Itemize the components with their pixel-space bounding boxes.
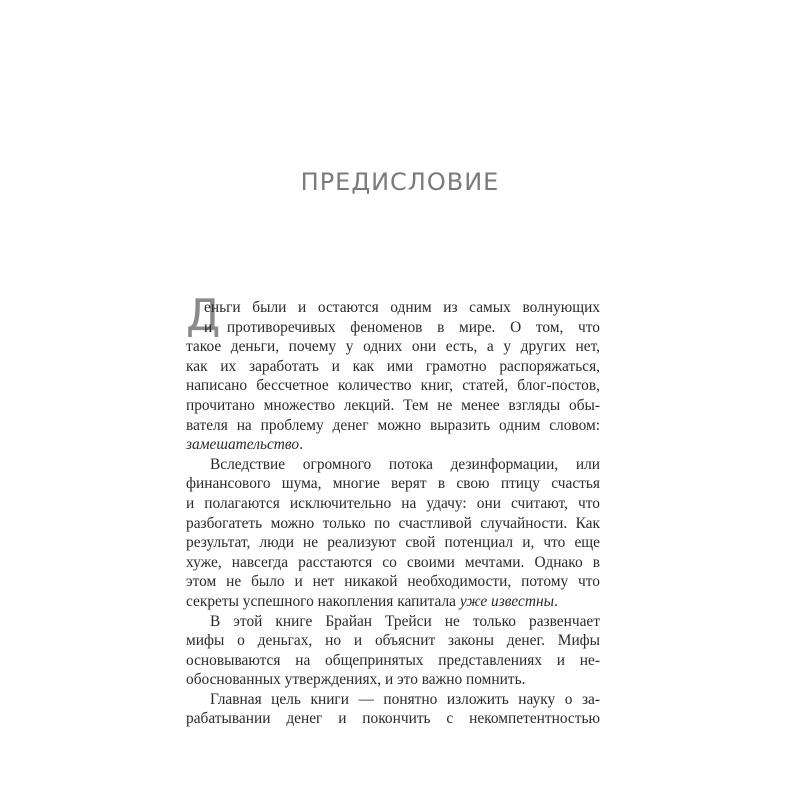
text-line-tail: . (554, 592, 558, 610)
text-line-content: разбогатеть можно только по счастливой случайности. Как (186, 514, 600, 532)
text-line (186, 376, 600, 396)
text-line (186, 455, 600, 475)
text-line (186, 318, 600, 338)
text-line-content: Главная цель книги — понятно изложить науку о за- (210, 690, 600, 708)
text-line-content: обоснованных утверждениях, и это важно помнить. (186, 671, 526, 689)
text-line (186, 357, 600, 377)
body-text (186, 298, 600, 729)
text-line-content: этом не было и нет никакой необходимости, потому что (186, 573, 600, 591)
text-line (186, 337, 600, 357)
text-line-content: и противоречивых феноменов в мире. О том, что (204, 318, 600, 336)
text-line (186, 612, 600, 632)
emphasis-text: замешательство (186, 436, 300, 454)
text-line (186, 670, 600, 690)
text-line (186, 553, 600, 573)
text-line (186, 651, 600, 671)
text-line (186, 572, 600, 592)
text-line-content: Вследствие огромного потока дезинформации, или (210, 455, 600, 473)
text-line-content: и полагаются исключительно на удачу: они считают, что (186, 494, 600, 512)
text-line (186, 416, 600, 436)
text-line (186, 514, 600, 534)
text-line (186, 474, 600, 494)
text-line-content: написано бессчетное количество книг, статей, блог-постов, (186, 377, 600, 395)
text-line-content: еньги были и остаются одним из самых волнующих (204, 299, 600, 316)
chapter-title: ПРЕДИСЛОВИЕ (300, 168, 500, 196)
emphasis-text: уже известны (459, 592, 555, 610)
text-line-content: такое деньги, почему у одних они есть, а у других нет, (186, 338, 600, 356)
text-line-content: прочитано множество лекций. Тем не менее взгляды обы- (186, 396, 600, 414)
text-line-content: финансового шума, многие верят в свою птицу счастья (186, 475, 600, 493)
text-line-content: результат, люди не реализуют свой потенциал и, что еще (186, 534, 600, 552)
text-line-content: основываются на общепринятых представлениях и не- (186, 651, 600, 669)
text-line (186, 709, 600, 729)
text-line (186, 298, 600, 318)
text-line-content: В этой книге Брайан Трейси не только развенчает (210, 612, 600, 630)
text-line-content: мифы о деньгах, но и объяснит законы денег. Мифы (186, 632, 600, 650)
text-line (186, 631, 600, 651)
text-line-tail: . (299, 436, 303, 454)
text-line-content: рабатывании денег и покончить с некомпетентностью (186, 710, 600, 728)
text-line (186, 533, 600, 553)
text-line-content: хуже, навсегда расстаются со своими мечтами. Однако в (186, 553, 600, 571)
drop-cap-letter: Д (186, 290, 221, 341)
text-line (186, 396, 600, 416)
text-line-content: как их заработать и как ими грамотно распоряжаться, (186, 357, 600, 375)
text-line-content: вателя на проблему денег можно выразить одним словом: (186, 416, 600, 434)
text-line-content: секреты успешного накопления капитала (186, 592, 460, 610)
text-line (186, 592, 600, 612)
text-line (186, 690, 600, 710)
text-line (186, 435, 600, 455)
text-line (186, 494, 600, 514)
